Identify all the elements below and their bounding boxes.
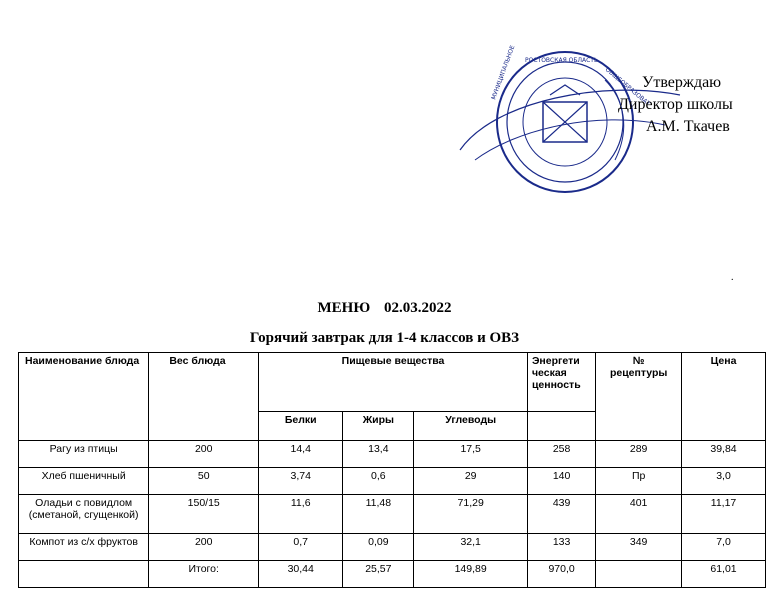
cell-carbs: 17,5: [414, 441, 528, 468]
cell-proteins: 3,74: [259, 468, 343, 495]
header-nutrients: Пищевые вещества: [259, 353, 528, 412]
header-energy: Энергети ческая ценность: [527, 353, 595, 412]
header-price: Цена: [682, 353, 766, 441]
cell-fats: 0,6: [343, 468, 414, 495]
cell-energy: 133: [527, 534, 595, 561]
table-total-row: [19, 561, 766, 588]
cell-proteins: 14,4: [259, 441, 343, 468]
cell-fats: 0,09: [343, 534, 414, 561]
cell-fats: 11,48: [343, 495, 414, 534]
cell-proteins: 11,6: [259, 495, 343, 534]
cell-recipe: 289: [596, 441, 682, 468]
cell-carbs: 71,29: [414, 495, 528, 534]
menu-subtitle: Горячий завтрак для 1-4 классов и ОВЗ: [249, 330, 520, 346]
cell-recipe: 349: [596, 534, 682, 561]
cell-total-price: 61,01: [682, 561, 766, 588]
cell-name: Оладьи с повидлом (сметаной, сгущенкой): [19, 495, 149, 534]
cell-recipe: 401: [596, 495, 682, 534]
svg-text:МУНИЦИПАЛЬНОЕ: МУНИЦИПАЛЬНОЕ: [490, 44, 517, 101]
cell-weight: 50: [149, 468, 259, 495]
table-row: [19, 468, 766, 495]
menu-title-label: МЕНЮ: [317, 300, 371, 316]
cell-energy: 140: [527, 468, 595, 495]
approval-line-3: А.М. Ткачев: [646, 118, 730, 135]
cell-total-proteins: 30,44: [259, 561, 343, 588]
cell-price: 3,0: [682, 468, 766, 495]
cell-energy: 258: [527, 441, 595, 468]
menu-date: 02.03.2022: [383, 300, 452, 316]
approval-line-2: Директор школы: [618, 96, 733, 113]
approval-block: [618, 72, 733, 138]
menu-title: [0, 300, 769, 317]
cell-total-recipe: [596, 561, 682, 588]
cell-name: Компот из с/х фруктов: [19, 534, 149, 561]
cell-total-carbs: 149,89: [414, 561, 528, 588]
cell-price: 7,0: [682, 534, 766, 561]
cell-weight: 200: [149, 534, 259, 561]
cell-price: 11,17: [682, 495, 766, 534]
table-row: [19, 534, 766, 561]
header-carbs: Углеводы: [414, 412, 528, 441]
cell-proteins: 0,7: [259, 534, 343, 561]
svg-text:РОСТОВСКАЯ ОБЛАСТЬ: РОСТОВСКАЯ ОБЛАСТЬ: [525, 57, 599, 64]
header-fats: Жиры: [343, 412, 414, 441]
header-name: Наименование блюда: [19, 353, 149, 441]
cell-empty: [19, 561, 149, 588]
stray-dot: .: [731, 272, 734, 283]
cell-total-label: Итого:: [149, 561, 259, 588]
header-proteins: Белки: [259, 412, 343, 441]
cell-carbs: 32,1: [414, 534, 528, 561]
header-weight: Вес блюда: [149, 353, 259, 441]
cell-price: 39,84: [682, 441, 766, 468]
cell-fats: 13,4: [343, 441, 414, 468]
table-row: [19, 441, 766, 468]
svg-text:ОБЩЕОБРАЗОВАТ: ОБЩЕОБРАЗОВАТ: [603, 66, 652, 108]
cell-energy: 439: [527, 495, 595, 534]
header-recipe: № рецептуры: [596, 353, 682, 441]
cell-name: Рагу из птицы: [19, 441, 149, 468]
cell-weight: 150/15: [149, 495, 259, 534]
cell-total-energy: 970,0: [527, 561, 595, 588]
header-energy-empty: [527, 412, 595, 441]
cell-carbs: 29: [414, 468, 528, 495]
cell-total-fats: 25,57: [343, 561, 414, 588]
cell-weight: 200: [149, 441, 259, 468]
menu-table: [18, 352, 766, 588]
table-header-row: [19, 353, 766, 412]
approval-line-1: Утверждаю: [642, 74, 722, 91]
table-row: [19, 495, 766, 534]
cell-recipe: Пр: [596, 468, 682, 495]
cell-name: Хлеб пшеничный: [19, 468, 149, 495]
